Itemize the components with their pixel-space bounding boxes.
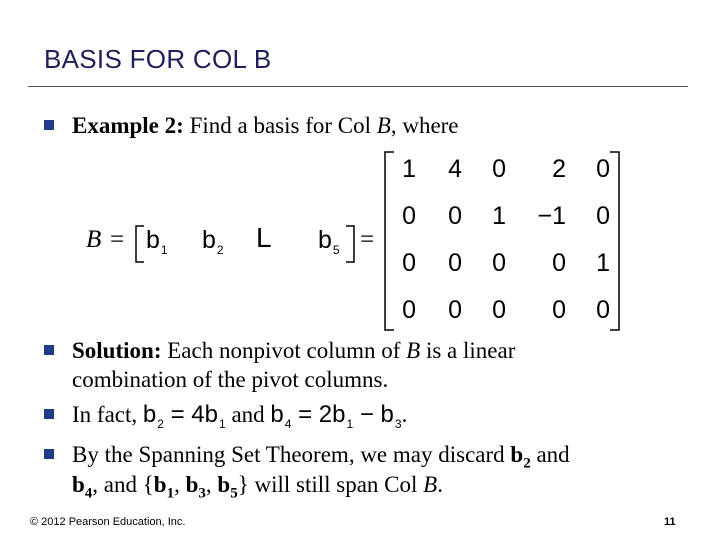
matrix-cell: 0 <box>492 155 506 183</box>
bullet-solution <box>44 345 54 355</box>
title-divider <box>28 86 688 87</box>
column-b2: $b_2$ <box>202 226 224 257</box>
matrix-cell: 0 <box>552 249 566 277</box>
slide-title: BASIS FOR COL B <box>44 44 272 74</box>
bullet-in-fact <box>44 409 54 419</box>
matrix-cell: 0 <box>448 249 462 277</box>
matrix-cell: 0 <box>596 155 610 183</box>
matrix-bracket-right <box>608 150 622 332</box>
matrix-cell: 0 <box>492 296 506 324</box>
example-var-b: B <box>376 113 391 138</box>
matrix-cell: 2 <box>552 155 566 183</box>
matrix-cell: 1 <box>492 202 506 230</box>
solution-label: Solution: <box>72 338 162 363</box>
column-bracket-left <box>132 224 146 264</box>
relation-b2: $b_2 = 4b_1$ <box>142 401 226 431</box>
matrix-cell: 1 <box>402 155 416 183</box>
matrix-cell: −1 <box>537 202 566 230</box>
equation-eq-sign-2: = <box>360 226 375 253</box>
solution-line-1: Solution: Each nonpivot column of B is a linear <box>72 338 516 363</box>
matrix-cell: 0 <box>402 249 416 277</box>
matrix-cell: 1 <box>596 249 610 277</box>
matrix-cell: 0 <box>402 202 416 230</box>
in-fact-line: In fact, $b_2 = 4b_1$ and $b_4 = 2b_1 - b_3$. <box>72 401 408 431</box>
page-number: 11 <box>664 516 676 528</box>
bullet-spanning <box>44 449 54 459</box>
example-label: Example 2: <box>72 113 184 138</box>
matrix-cell: 0 <box>448 202 462 230</box>
matrix-cell: 0 <box>448 296 462 324</box>
bullet-example <box>44 120 54 130</box>
column-ellipsis: L <box>256 222 272 253</box>
column-b5: $b_5$ <box>318 226 340 257</box>
equation-eq-sign-1: = <box>110 226 125 253</box>
matrix-cell: 0 <box>596 296 610 324</box>
equation-lhs: B <box>86 226 102 253</box>
matrix-cell: 0 <box>552 296 566 324</box>
matrix-cell: 0 <box>492 249 506 277</box>
matrix-cell: 0 <box>402 296 416 324</box>
example-text-a: Find a basis for Col <box>189 113 377 138</box>
spanning-line-2: $b_4$, and {$b_1$, $b_3$, $b_5$} will still span Col B. <box>72 472 443 502</box>
column-b1: $b_1$ <box>146 226 168 257</box>
spanning-line-1: By the Spanning Set Theorem, we may discard $b_2$ and <box>72 442 570 472</box>
example-text-b: , where <box>390 113 459 138</box>
footer-copyright: © 2012 Pearson Education, Inc. <box>30 516 186 528</box>
column-bracket-right <box>344 224 358 264</box>
relation-b4: $b_4 = 2b_1 - b_3$ <box>270 401 402 431</box>
matrix-cell: 0 <box>596 202 610 230</box>
solution-line-2: combination of the pivot columns. <box>72 367 389 392</box>
matrix-cell: 4 <box>448 155 462 183</box>
example-line <box>72 111 459 140</box>
